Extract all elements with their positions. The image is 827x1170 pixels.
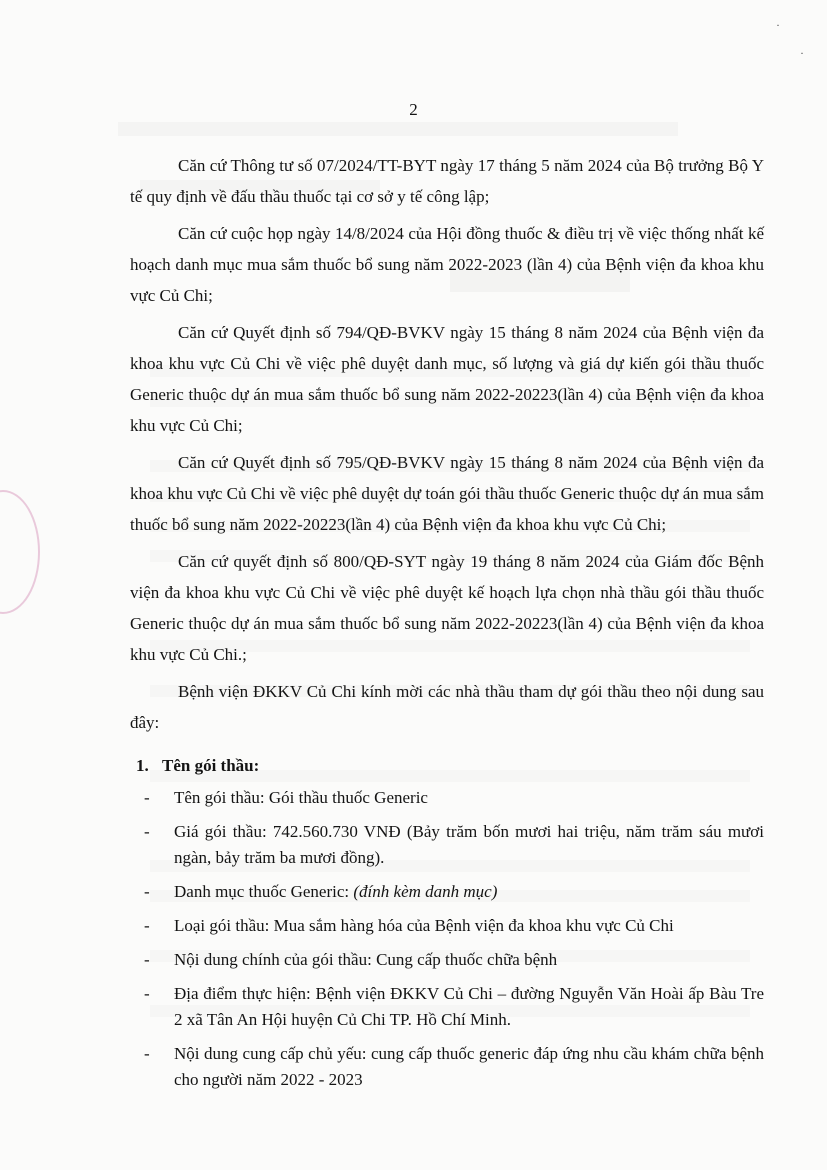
stamp-edge-mark [0,490,40,614]
paragraph-legal-basis-5: Căn cứ quyết định số 800/QĐ-SYT ngày 19 tháng 8 năm 2024 của Giám đốc Bệnh viện đa khoa khu vực Củ Chi về việc phê duyệt kế hoạch lựa chọn nhà thầu gói thầu thuốc Generic thuộc dự án mua sắm thuốc bổ sung năm 2022-20223(lần 4) của Bệnh viện đa khoa khu vực Củ Chi.; [130,552,764,664]
paragraph-invitation: Bệnh viện ĐKKV Củ Chi kính mời các nhà thầu tham dự gói thầu theo nội dung sau đây: [130,682,764,732]
list-item: - Nội dung cung cấp chủ yếu: cung cấp thuốc generic đáp ứng nhu cầu khám chữa bệnh cho người năm 2022 - 2023 [144,1044,764,1089]
attachment-note: (đính kèm danh mục) [353,882,498,901]
paragraph-legal-basis-1: Căn cứ Thông tư số 07/2024/TT-BYT ngày 17 tháng 5 năm 2024 của Bộ trưởng Bộ Y tế quy định về đấu thầu thuốc tại cơ sở y tế công lập; [130,156,764,206]
paragraph-legal-basis-3: Căn cứ Quyết định số 794/QĐ-BVKV ngày 15 tháng 8 năm 2024 của Bệnh viện đa khoa khu vực Củ Chi về việc phê duyệt danh mục, số lượng và giá dự kiến gói thầu thuốc Generic thuộc dự án mua sắm thuốc bổ sung năm 2022-20223(lần 4) của Bệnh viện đa khoa khu vực Củ Chi; [130,323,764,435]
list-item: - Loại gói thầu: Mua sắm hàng hóa của Bệnh viện đa khoa khu vực Củ Chi [144,916,674,935]
section-title: Tên gói thầu: [162,756,260,775]
list-item: - Địa điểm thực hiện: Bệnh viện ĐKKV Củ Chi – đường Nguyễn Văn Hoài ấp Bàu Tre 2 xã Tân An Hội huyện Củ Chi TP. Hồ Chí Minh. [144,984,764,1029]
list-item: - Tên gói thầu: Gói thầu thuốc Generic [144,788,428,807]
page-number: 2 [409,100,418,119]
paragraph-legal-basis-4: Căn cứ Quyết định số 795/QĐ-BVKV ngày 15 tháng 8 năm 2024 của Bệnh viện đa khoa khu vực Củ Chi về việc phê duyệt dự toán gói thầu thuốc Generic thuộc dự án mua sắm thuốc bổ sung năm 2022-20223(lần 4) của Bệnh viện đa khoa khu vực Củ Chi; [130,453,764,534]
section-heading [130,750,764,781]
list-item: - Danh mục thuốc Generic: (đính kèm danh mục) [144,882,498,901]
section-number: 1. [136,756,149,775]
document-body [130,150,764,1101]
scan-speck: · [776,18,780,32]
scan-speck: · [800,46,804,60]
list-item: - Giá gói thầu: 742.560.730 VNĐ (Bảy trăm bốn mươi hai triệu, năm trăm sáu mươi ngàn, bảy trăm ba mươi đồng). [144,822,764,867]
package-details-list [130,785,764,1093]
list-item: - Nội dung chính của gói thầu: Cung cấp thuốc chữa bệnh [144,950,558,969]
paragraph-legal-basis-2: Căn cứ cuộc họp ngày 14/8/2024 của Hội đồng thuốc & điều trị về việc thống nhất kế hoạch danh mục mua sắm thuốc bổ sung năm 2022-2023 (lần 4) của Bệnh viện đa khoa khu vực Củ Chi; [130,224,764,305]
